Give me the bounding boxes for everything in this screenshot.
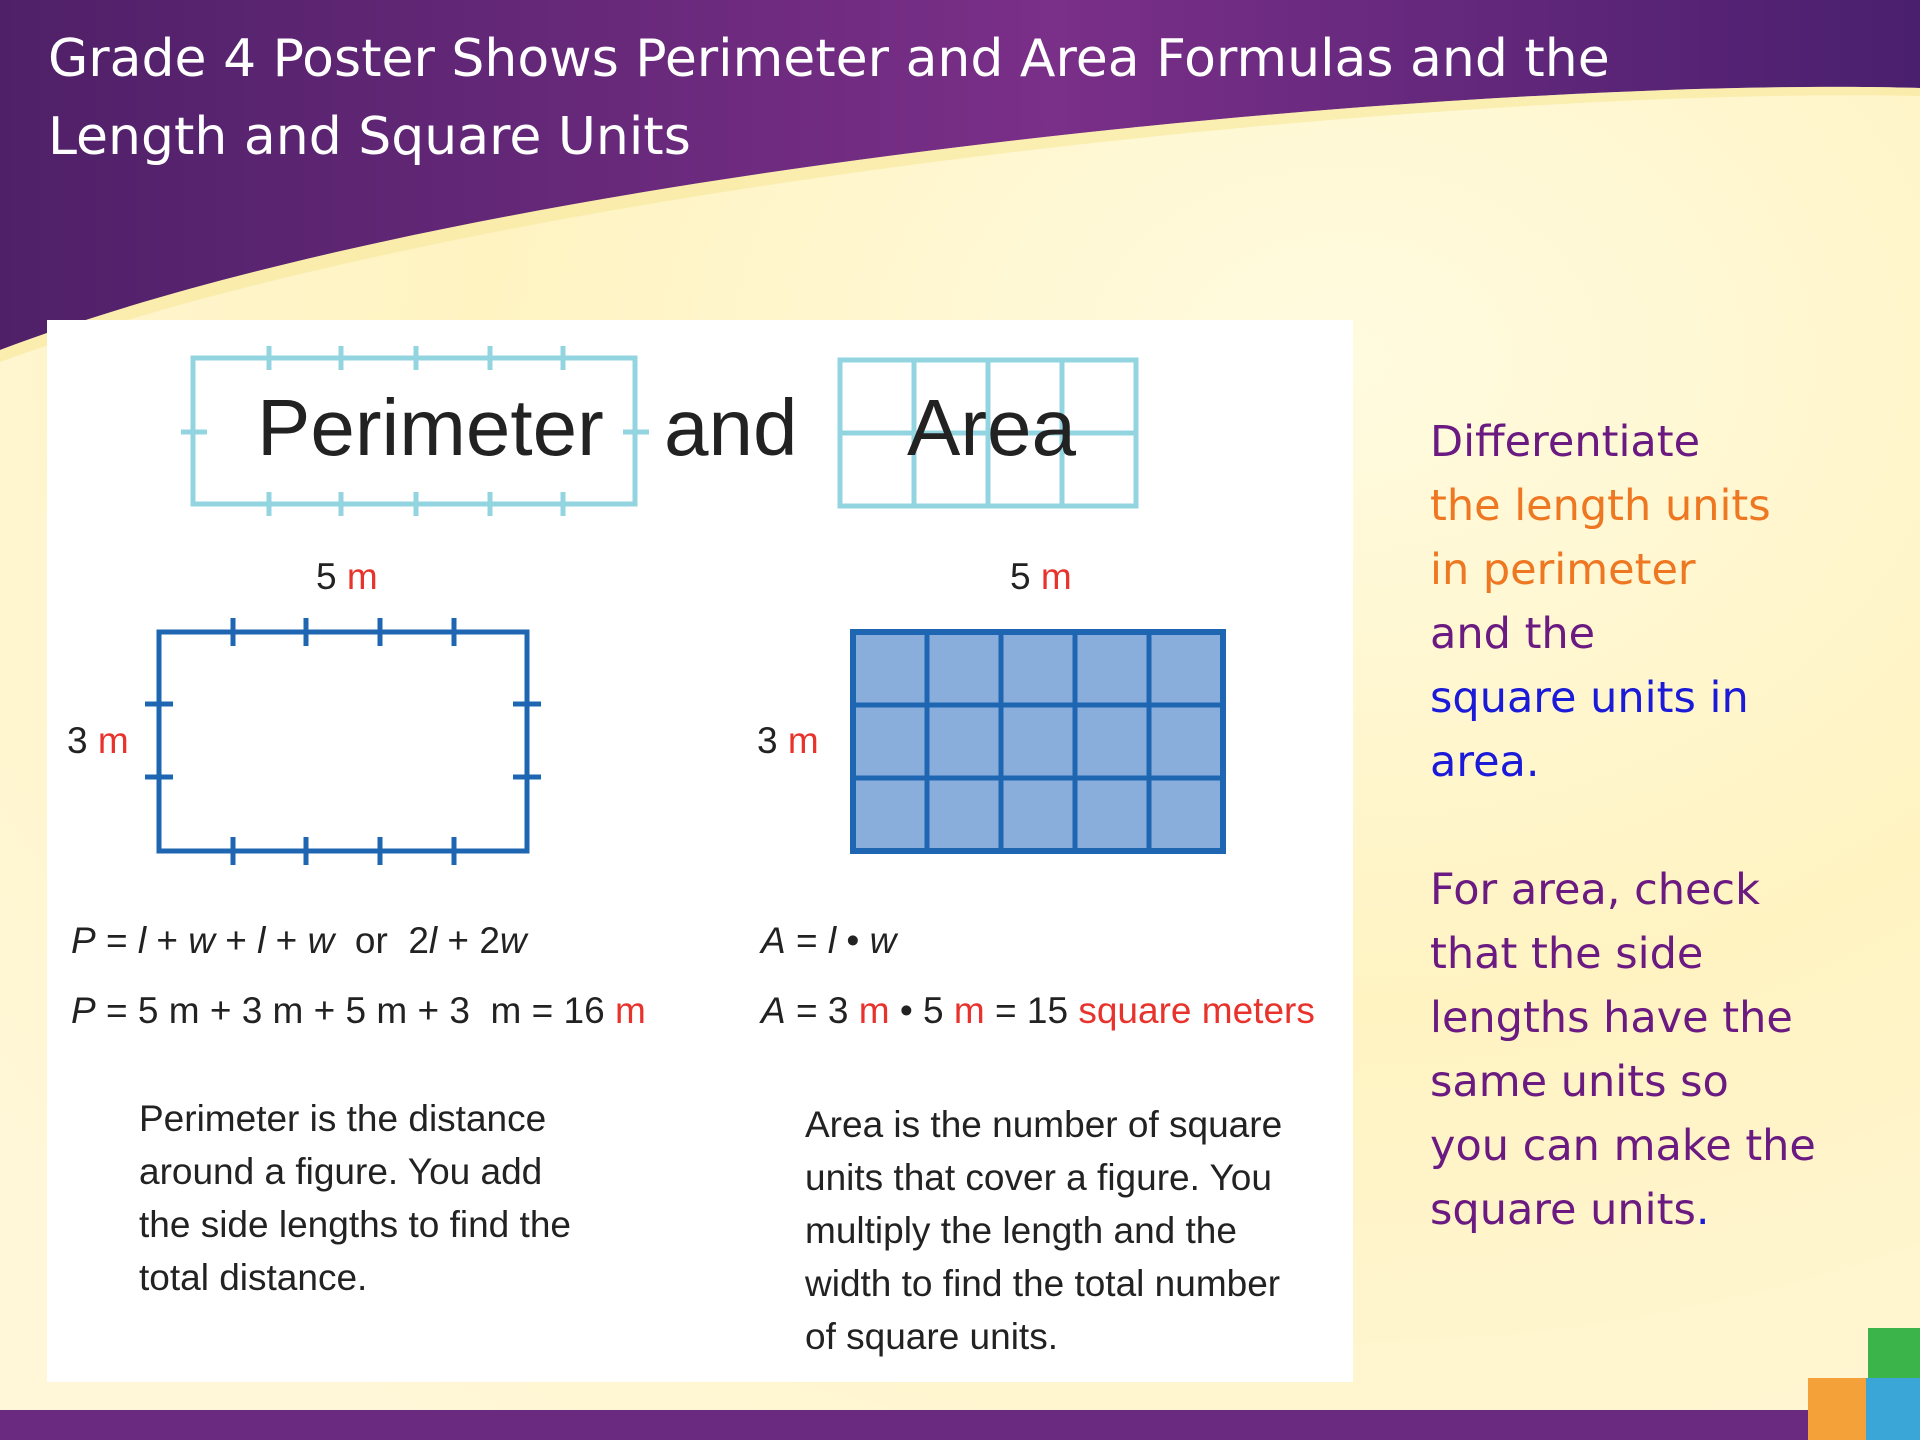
- area-rectangle-grid: [853, 632, 1223, 851]
- poster-heading-perimeter: Perimeter: [257, 383, 604, 472]
- corner-tile-orange: [1808, 1378, 1866, 1440]
- perimeter-side-length-label: [67, 720, 129, 762]
- slide-title-line1: Grade 4 Poster Shows Perimeter and Area Formulas and the: [48, 29, 1610, 89]
- corner-tile-blue: [1866, 1378, 1920, 1440]
- perimeter-top-length-value: 5: [316, 556, 337, 597]
- area-top-length-value: 5: [1010, 556, 1031, 597]
- area-formula-example: A = 3 m • 5 m = 15 square meters: [761, 990, 1315, 1031]
- area-top-length-label: [1010, 556, 1072, 598]
- perimeter-top-length-label: [316, 556, 378, 598]
- side-note: [1430, 410, 1900, 1242]
- side-note-line: area.: [1430, 737, 1540, 787]
- side-note-line: same units so: [1430, 1057, 1729, 1107]
- area-side-length-label: [757, 720, 819, 762]
- area-side-length-value: 3: [757, 720, 778, 761]
- slide-title: [48, 20, 1648, 176]
- side-note-line: you can make the: [1430, 1121, 1816, 1171]
- side-note-line: that the side: [1430, 929, 1704, 979]
- side-note-line: lengths have the: [1430, 993, 1793, 1043]
- perimeter-side-length-value: 3: [67, 720, 88, 761]
- side-note-line: and the: [1430, 609, 1596, 659]
- perimeter-side-unit: m: [97, 720, 129, 761]
- slide-title-line2: Length and Square Units: [48, 107, 691, 167]
- perimeter-top-unit: m: [346, 556, 378, 597]
- bottom-bar: [0, 1410, 1920, 1440]
- side-note-line: square units.: [1430, 1185, 1710, 1235]
- area-description: Area is the number of square units that cover a figure. You multiply the length and the width to find the total number of square units.: [805, 1104, 1283, 1357]
- side-note-line: the length units: [1430, 481, 1771, 531]
- area-top-unit: m: [1040, 556, 1072, 597]
- corner-tile-green: [1868, 1328, 1920, 1380]
- perimeter-formula-general: P = l + w + l + w or 2l + 2w: [71, 920, 527, 961]
- area-side-unit: m: [787, 720, 819, 761]
- poster-heading-and: and: [664, 383, 798, 472]
- poster-heading-area: Area: [907, 383, 1076, 472]
- side-note-line: Differentiate: [1430, 417, 1701, 467]
- perimeter-rectangle: [145, 618, 541, 865]
- perimeter-description: Perimeter is the distance around a figure. You add the side lengths to find the total distance.: [139, 1098, 571, 1298]
- side-note-spacer: [1430, 794, 1900, 858]
- perimeter-formula-example: P = 5 m + 3 m + 5 m + 3 m = 16 m: [71, 990, 646, 1031]
- poster-image: [47, 320, 1353, 1382]
- side-note-line: in perimeter: [1430, 545, 1696, 595]
- side-note-line: For area, check: [1430, 865, 1760, 915]
- area-formula-general: A = l • w: [761, 920, 897, 961]
- side-note-line: square units in: [1430, 673, 1749, 723]
